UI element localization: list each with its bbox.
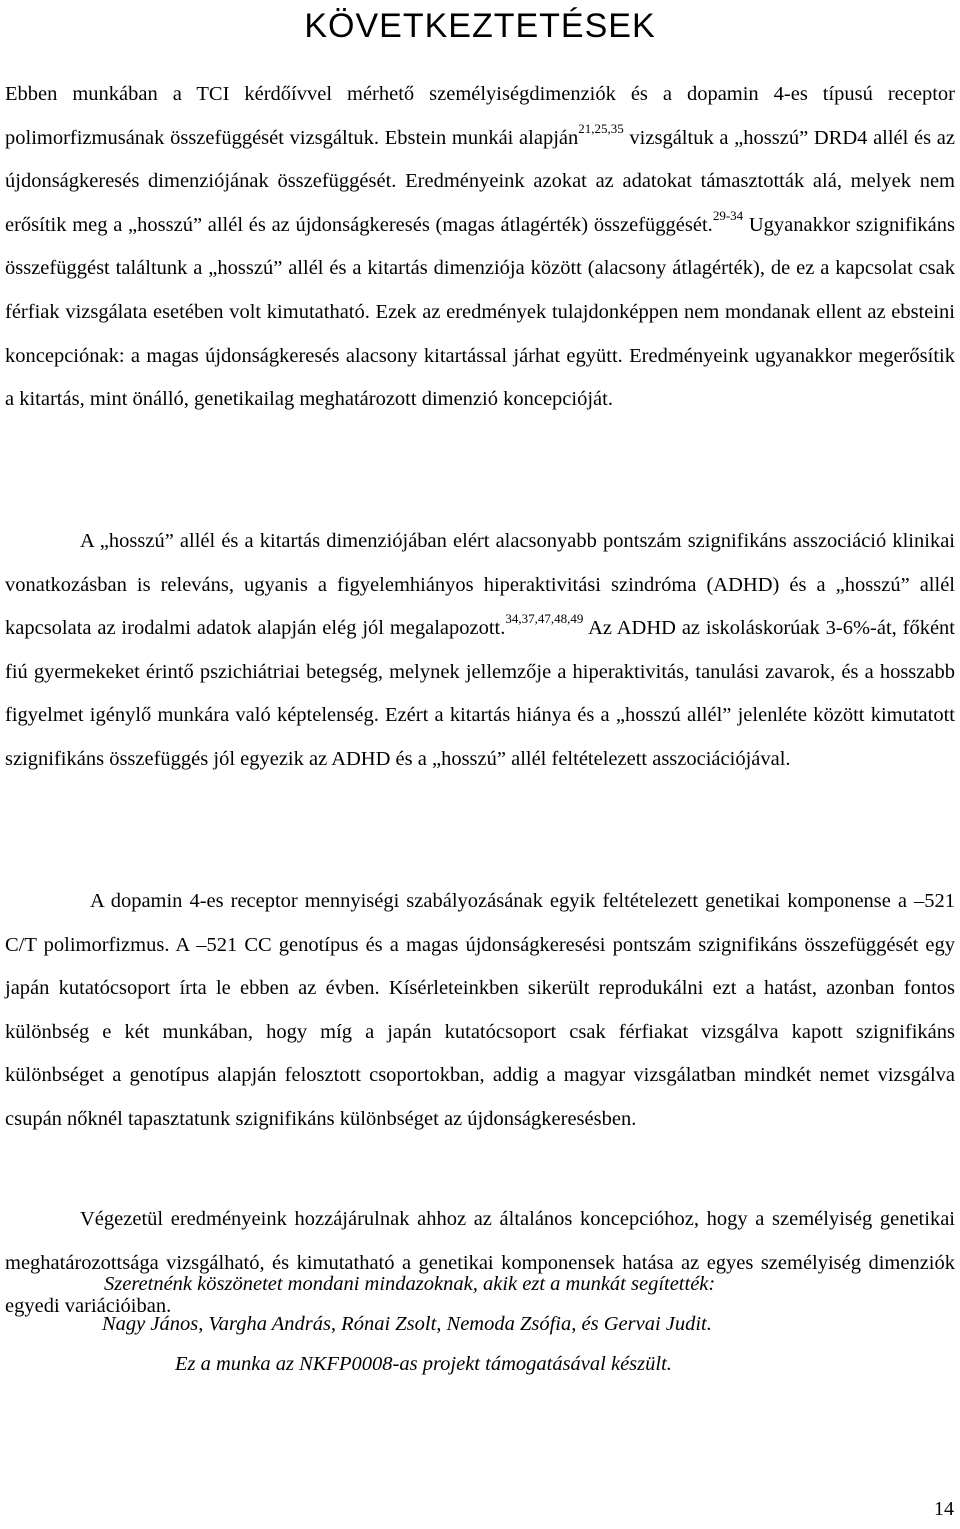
acknowledgements (5, 1264, 955, 1384)
paragraph-text: Ebben munkában a TCI kérdőívvel mérhető személyiségdimenziók és a dopamin 4-es típusú receptor polimorfizmusának összefüggését vizsgáltuk. Ebstein munkái alapján (5, 83, 955, 149)
paragraph-conclusions-2 (5, 520, 955, 782)
paragraph-conclusions-1 (5, 73, 955, 422)
paragraph-text: Ugyanakkor szignifikáns összefüggést találtunk a „hosszú” allél és a kitartás dimenziója között (alacsony átlagérték), de ez a kapcsolat csak férfiak vizsgálata esetében volt kimutatható. Ezek az eredmények tulajdonképpen nem mondanak ellent az ebsteini koncepciónak: a magas újdonságkeresés alacsony kitartással járhat együtt. Eredményeink ugyanakkor megerősítik a kitartás, mint önálló, genetikailag meghatározott dimenzió koncepcióját. (5, 213, 955, 411)
paragraph-text: Végezetül eredményeink hozzájárulnak ahhoz az általános koncepcióhoz, hogy a személyiség genetikai meghatározottsága vizsgálható, és kimutatható a genetikai komponensek hatása az egyes személyiség dimenziók egyedi variációiban. (5, 1208, 955, 1318)
paragraph-text: A „hosszú” allél és a kitartás dimenziójában elért alacsonyabb pontszám szignifikáns asszociáció klinikai vonatkozásban is releváns, ugyanis a figyelemhiányos hiperaktivitási szindróma (ADHD) és a „hosszú” allél kapcsolata az irodalmi adatok alapján elég jól megalapozott. (5, 530, 955, 640)
document-page (5, 0, 955, 1375)
citation-reference: 21,25,35 (578, 120, 624, 136)
paragraph-conclusions-3 (5, 880, 955, 1142)
acknowledgement-names: Nagy János, Vargha András, Rónai Zsolt, Nemoda Zsófia, és Gervai Judit. (102, 1313, 712, 1335)
paragraph-text: A dopamin 4-es receptor mennyiségi szabályozásának egyik feltételezett genetikai komponense a –521 C/T polimorfizmus. A –521 CC genotípus és a magas újdonságkeresési pontszám szignifikáns összefüggését egy japán kutatócsoport írta le ebben az évben. Kísérleteinkben sikerült reprodukálni ezt a hatást, azonban fontos különbség e két munkában, hogy míg a japán kutatócsoport csak férfiakat vizsgálva kapott szignifikáns különbséget a genotípus alapján felosztott csoportokban, addig a magyar vizsgálatban mindkét nemet vizsgálva csupán nőknél tapasztatunk szignifikáns különbséget az újdonságkeresésben. (5, 890, 955, 1130)
paragraph-text: Az ADHD az iskoláskorúak 3-6%-át, főként fiú gyermekeket érintő pszichiátriai betegség, melynek jellemzője a hiperaktivitás, tanulási zavarok, és a hosszabb figyelmet igénylő munkára való képtelenség. Ezért a kitartás hiánya és a „hosszú allél” jelenléte között kimutatott szignifikáns összefüggés jól egyezik az ADHD és a „hosszú” allél feltételezett asszociációjával. (5, 617, 955, 770)
paragraph-text: vizsgáltuk a „hosszú” DRD4 allél és az újdonságkeresés dimenziójának összefüggését. Eredményeink azokat az adatokat támasztották alá, melyek nem erősítik meg a „hosszú” allél és az újdonságkeresés (magas átlagérték) összefüggését. (5, 126, 955, 236)
citation-reference: 34,37,47,48,49 (505, 611, 584, 627)
citation-reference: 29-34 (712, 207, 744, 223)
acknowledgement-line: Szeretnénk köszönetet mondani mindazoknak, akik ezt a munkát segítették: (104, 1273, 716, 1295)
page-title: KÖVETKEZTETÉSEK (304, 7, 656, 45)
page-number: 14 (934, 1498, 954, 1520)
funding-note: Ez a munka az NKFP0008-as projekt támogatásával készült. (175, 1353, 672, 1375)
